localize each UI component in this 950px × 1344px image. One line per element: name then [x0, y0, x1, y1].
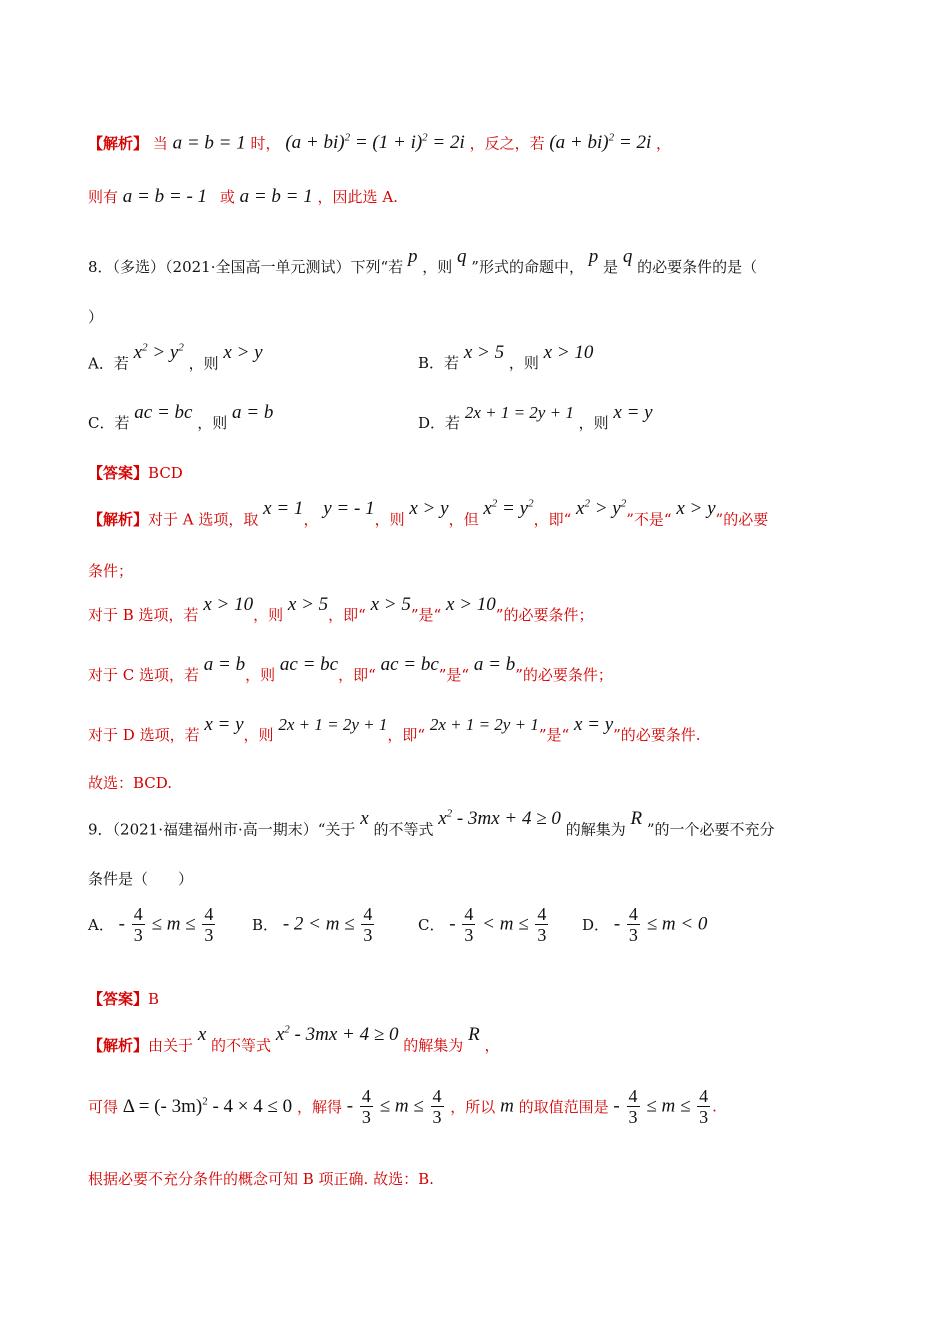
- text: 的解集为: [565, 820, 626, 839]
- text: 的解集为: [403, 1036, 464, 1055]
- fraction: $\frac{4}{3}$: [464, 904, 474, 945]
- math: ac = bc: [134, 402, 193, 423]
- text: ，则: [245, 666, 276, 684]
- math-p: p: [588, 246, 599, 267]
- math: ac = bc: [380, 654, 439, 675]
- math: x = 1: [263, 498, 304, 520]
- math: R: [630, 808, 643, 830]
- math: -: [346, 1095, 354, 1117]
- math: a = b: [203, 654, 246, 675]
- text: 对于 D 选项，若: [88, 726, 200, 744]
- text: ，: [656, 134, 672, 153]
- fraction: $\frac{4}{3}$: [363, 904, 373, 945]
- answer-tag: 【答案】: [88, 990, 149, 1008]
- fraction: $\frac{4}{3}$: [432, 1086, 442, 1127]
- math: (a + bi)$^2$ = 2i: [549, 132, 652, 154]
- math: $x^2 - 3mx + 4 \ge 0$: [438, 808, 561, 830]
- text: 则有: [88, 188, 119, 206]
- q8-analysis-d: [88, 714, 701, 746]
- math: x: [197, 1024, 207, 1046]
- math: -: [613, 1095, 620, 1117]
- text: ，: [303, 510, 319, 529]
- text: ，则: [374, 510, 405, 529]
- q8-analysis-a: [88, 498, 769, 530]
- math: ≤ m ≤: [646, 1095, 691, 1117]
- text: ，则: [508, 354, 539, 372]
- text: ，则: [578, 414, 609, 432]
- math: $x^2 > y^2$: [133, 342, 184, 364]
- q9-option-a: [88, 904, 217, 945]
- math: x = y: [573, 714, 614, 735]
- math: y = - 1: [323, 498, 375, 520]
- math-p: p: [407, 246, 418, 267]
- math: -: [613, 913, 621, 935]
- math: 2x + 1 = 2y + 1: [464, 403, 574, 422]
- text: ，所以: [450, 1098, 496, 1116]
- text: ，即“: [387, 726, 426, 744]
- q9-stem: [88, 808, 775, 840]
- text: ，则: [243, 726, 274, 744]
- text: 9．（2021·福建福州市·高一期末）“关于: [88, 820, 356, 839]
- q8-analysis-c: [88, 654, 613, 686]
- math: x > 5: [463, 342, 505, 363]
- text: 时，: [250, 134, 281, 153]
- fraction: $\frac{4}{3}$: [628, 1086, 638, 1127]
- math: x > 10: [203, 594, 254, 615]
- text: ”不是“: [626, 510, 672, 529]
- math: -: [118, 913, 125, 935]
- q9-option-b: [252, 904, 376, 945]
- math-q: q: [622, 246, 633, 267]
- q8-stem: [88, 246, 758, 278]
- answer-value: B: [148, 990, 160, 1008]
- q9-analysis-1: [88, 1024, 500, 1056]
- math: ac = bc: [279, 654, 339, 675]
- math: m: [500, 1095, 514, 1117]
- math: a = b: [473, 654, 516, 675]
- text: ，但: [448, 510, 479, 529]
- text: ”的必要条件.: [613, 726, 701, 744]
- label: A．: [88, 916, 114, 934]
- text: ，则: [188, 354, 219, 373]
- label: D．: [582, 916, 610, 934]
- text: ，即“: [533, 510, 572, 529]
- fraction: $\frac{4}{3}$: [699, 1086, 709, 1127]
- text: 或: [219, 188, 235, 206]
- math: $x^2 > y^2$: [576, 498, 627, 520]
- text: 对于 B 选项，若: [88, 606, 199, 624]
- math: ≤ m ≤: [379, 1095, 424, 1117]
- q9-analysis-2: [88, 1086, 717, 1127]
- text: ”是“: [538, 726, 570, 744]
- q8-option-a: [88, 342, 263, 374]
- math: x: [360, 808, 369, 830]
- q9-option-c: [418, 904, 550, 945]
- text: 的不等式: [211, 1036, 272, 1055]
- math: x > y: [223, 342, 263, 364]
- math: a = b = - 1: [122, 186, 208, 207]
- math: Δ = (- 3m)$^2$ - 4 × 4 ≤ 0: [122, 1095, 293, 1117]
- label: B．若: [418, 354, 460, 372]
- q8-option-d: [418, 402, 653, 434]
- math: - 2 < m ≤: [282, 913, 355, 935]
- q7-analysis-line-1: [88, 132, 671, 154]
- q8-option-b: [418, 342, 594, 374]
- fraction: $\frac{4}{3}$: [133, 904, 143, 945]
- q8-analysis-a-cont: 条件；: [88, 562, 134, 580]
- text: 可得: [88, 1098, 119, 1116]
- q9-option-d: [582, 904, 707, 945]
- math: < m ≤: [482, 913, 529, 935]
- text: 对于 C 选项，若: [88, 666, 200, 684]
- text: 对于 A 选项，取: [148, 510, 259, 529]
- text: ，因此选 A.: [317, 188, 398, 206]
- math: R: [468, 1024, 480, 1046]
- q8-answer: [88, 462, 183, 483]
- text: ，解得: [296, 1098, 342, 1116]
- math-q: q: [457, 246, 467, 267]
- text: ，即“: [338, 666, 376, 684]
- q7-analysis-line-2: [88, 186, 398, 208]
- math: 2x + 1 = 2y + 1: [278, 715, 388, 734]
- math: x > 10: [543, 342, 594, 363]
- text: ，则: [197, 414, 228, 432]
- math: x = y: [204, 714, 244, 735]
- text: ，即“: [328, 606, 366, 624]
- fraction: $\frac{4}{3}$: [537, 904, 547, 945]
- text: 的取值范围是: [518, 1098, 609, 1116]
- math: $x^2 - 3mx + 4 \ge 0$: [275, 1024, 399, 1046]
- text: 是: [603, 258, 619, 276]
- label: C．: [418, 916, 445, 934]
- math: x > 5: [370, 594, 411, 615]
- fraction: $\frac{4}{3}$: [628, 904, 638, 945]
- text: ”是“: [410, 606, 442, 624]
- text: ”形式的命题中，: [471, 258, 584, 276]
- q8-stem-close: ）: [88, 308, 104, 326]
- math: 2x + 1 = 2y + 1: [429, 715, 539, 734]
- label: A．若: [88, 354, 129, 373]
- label: C．若: [88, 414, 130, 432]
- text: ，则: [253, 606, 284, 624]
- text: 8．（多选）（2021·全国高一单元测试）下列“若: [88, 258, 404, 276]
- text: ，反之，若: [469, 134, 545, 153]
- answer-tag: 【答案】: [88, 464, 149, 482]
- fraction: $\frac{4}{3}$: [204, 904, 214, 945]
- math: a = b = 1: [172, 132, 246, 154]
- q8-analysis-b: [88, 594, 594, 626]
- text: ”的一个必要不充分: [646, 820, 775, 839]
- text: ”的必要条件；: [495, 606, 594, 624]
- math: ≤ m < 0: [646, 913, 708, 935]
- fraction: $\frac{4}{3}$: [361, 1086, 371, 1127]
- math: $(a + bi)^2 = (1 + i)^2 = 2i$: [285, 132, 465, 154]
- text: ”是“: [438, 666, 470, 684]
- math: $x^2 = y^2$: [483, 498, 534, 520]
- text: ”的必要条件；: [515, 666, 613, 684]
- q9-stem-cont: 条件是（ ）: [88, 870, 194, 888]
- text: ”的必要: [715, 510, 769, 529]
- math: a = b: [232, 402, 274, 423]
- label: D．若: [418, 414, 461, 432]
- math: x > y: [409, 498, 449, 520]
- text: 当: [152, 134, 168, 153]
- analysis-tag: 【解析】: [88, 510, 149, 529]
- math: ≤ m ≤: [151, 913, 196, 935]
- label: B．: [252, 916, 279, 934]
- analysis-tag: 【解析】: [88, 134, 149, 153]
- math: x > 5: [287, 594, 329, 615]
- text: 的不等式: [373, 820, 434, 839]
- text: ，则: [422, 258, 453, 276]
- math: x > y: [676, 498, 716, 520]
- q8-conclusion: 故选：BCD.: [88, 774, 173, 792]
- math: x > 10: [446, 594, 496, 615]
- text: ，: [484, 1036, 500, 1055]
- text: 由关于: [148, 1036, 194, 1055]
- math: -: [449, 913, 456, 935]
- q9-analysis-3: 根据必要不充分条件的概念可知 B 项正确. 故选：B.: [88, 1170, 434, 1188]
- math: a = b = 1: [239, 186, 313, 207]
- text: .: [712, 1097, 717, 1116]
- math: x = y: [613, 402, 653, 423]
- text: 的必要条件的是（: [637, 258, 758, 276]
- q9-answer: [88, 988, 159, 1009]
- q8-option-c: [88, 402, 274, 434]
- analysis-tag: 【解析】: [88, 1036, 149, 1055]
- answer-value: BCD: [148, 464, 183, 482]
